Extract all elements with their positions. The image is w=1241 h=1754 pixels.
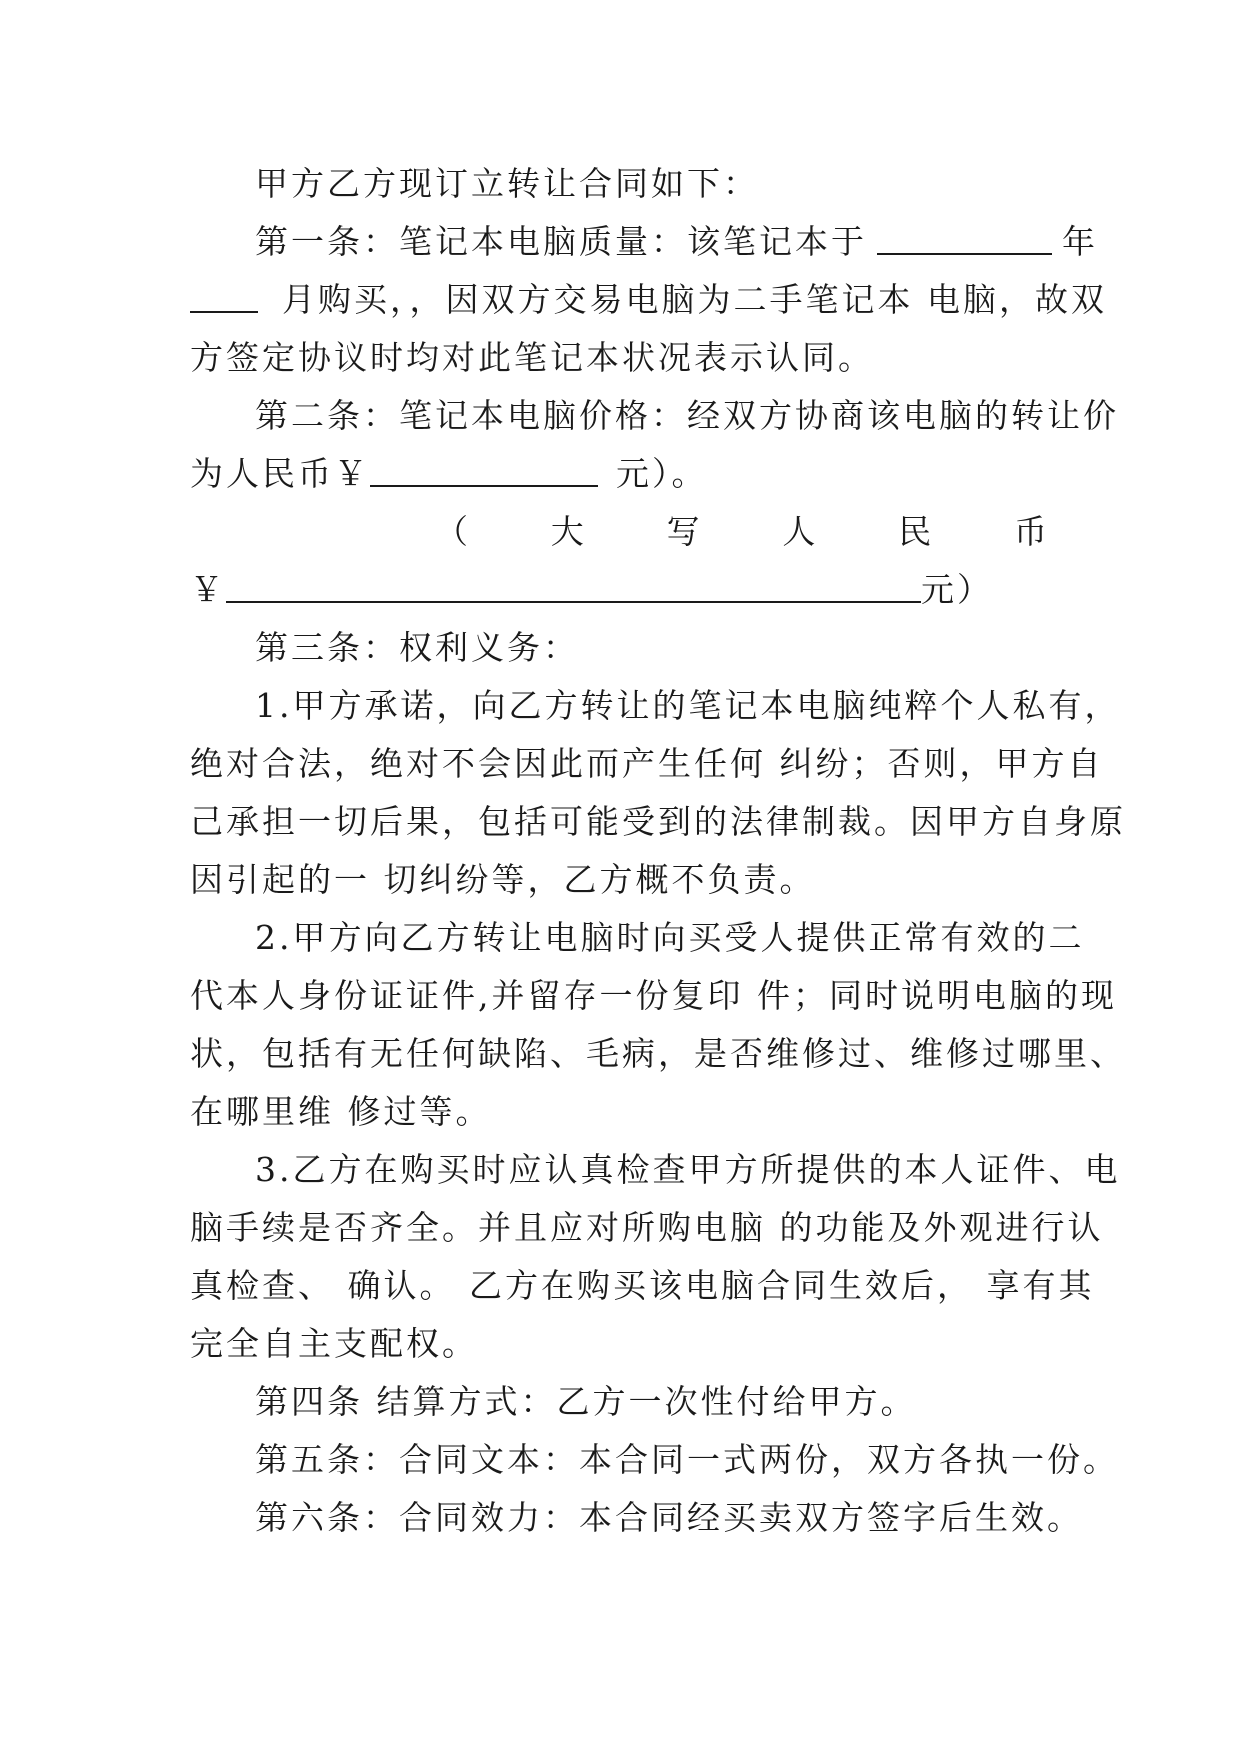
article2-line2: [190, 445, 1050, 503]
article2-line1: 第二条：笔记本电脑价格：经双方协商该电脑的转让价: [255, 396, 1119, 435]
upper-price-blank[interactable]: [226, 565, 921, 603]
article3-item1-line: 1.甲方承诺，向乙方转让的笔记本电脑纯粹个人私有，: [255, 686, 1121, 725]
upper-char: 币: [1013, 512, 1050, 551]
upper-char: 民: [898, 512, 935, 551]
upper-char: 写: [666, 512, 703, 551]
article5: 第五条：合同文本：本合同一式两份，双方各执一份。: [255, 1440, 1119, 1479]
article4: 第四条 结算方式：乙方一次性付给甲方。: [255, 1382, 917, 1421]
contract-body: [190, 155, 1126, 1547]
article2-upper-heading: [190, 503, 1050, 561]
article1-year-label: 年: [1062, 222, 1098, 261]
upper-currency-label: ￥: [190, 570, 226, 609]
article1-line1-text: 第一条：笔记本电脑质量：该笔记本于: [255, 222, 867, 261]
article1-line2-text: 月购买，，因双方交易电脑为二手笔记本 电脑，故双: [282, 280, 1107, 319]
article3-item1-line: 因引起的一 切纠纷等，乙方概不负责。: [190, 860, 816, 899]
upper-char: 大: [550, 512, 587, 551]
purchase-year-blank[interactable]: [877, 217, 1052, 255]
article3-item2-line: 在哪里维 修过等。: [190, 1092, 492, 1131]
article1-line2: [190, 271, 1107, 329]
article2-line4: [190, 561, 1050, 619]
article2-price-label: 为人民币￥: [190, 454, 370, 493]
article1-line1: [190, 213, 1098, 271]
article6: 第六条：合同效力：本合同经买卖双方签字后生效。: [255, 1498, 1083, 1537]
article2-price-unit: 元）。: [616, 454, 708, 493]
article3-item3-line: 3.乙方在购买时应认真检查甲方所提供的本人证件、电: [255, 1150, 1121, 1189]
article3-item1-line: 己承担一切后果，包括可能受到的法律制裁。因甲方自身原: [190, 802, 1126, 841]
price-blank[interactable]: [370, 449, 598, 487]
article3-item3-line: 真检查、 确认。 乙方在购买该电脑合同生效后， 享有其: [190, 1266, 1095, 1305]
article3-item3-line: 完全自主支配权。: [190, 1324, 478, 1363]
upper-char: （: [435, 512, 471, 551]
article3-title: 第三条：权利义务：: [255, 628, 579, 667]
article1-line3: 方签定协议时均对此笔记本状况表示认同。: [190, 338, 874, 377]
article3-item1-line: 绝对合法，绝对不会因此而产生任何 纠纷；否则，甲方自: [190, 744, 1104, 783]
article3-item2-line: 2.甲方向乙方转让电脑时向买受人提供正常有效的二: [255, 918, 1085, 957]
article3-item3-line: 脑手续是否齐全。并且应对所购电脑 的功能及外观进行认: [190, 1208, 1104, 1247]
article3-item2-line: 代本人身份证证件,并留存一份复印 件；同时说明电脑的现: [190, 976, 1117, 1015]
upper-price-unit: 元）: [921, 570, 993, 609]
purchase-month-blank[interactable]: [190, 275, 258, 313]
article3-item2-line: 状，包括有无任何缺陷、毛病，是否维修过、维修过哪里、: [190, 1034, 1126, 1073]
upper-char: 人: [782, 512, 819, 551]
contract-intro: 甲方乙方现订立转让合同如下：: [255, 164, 759, 203]
